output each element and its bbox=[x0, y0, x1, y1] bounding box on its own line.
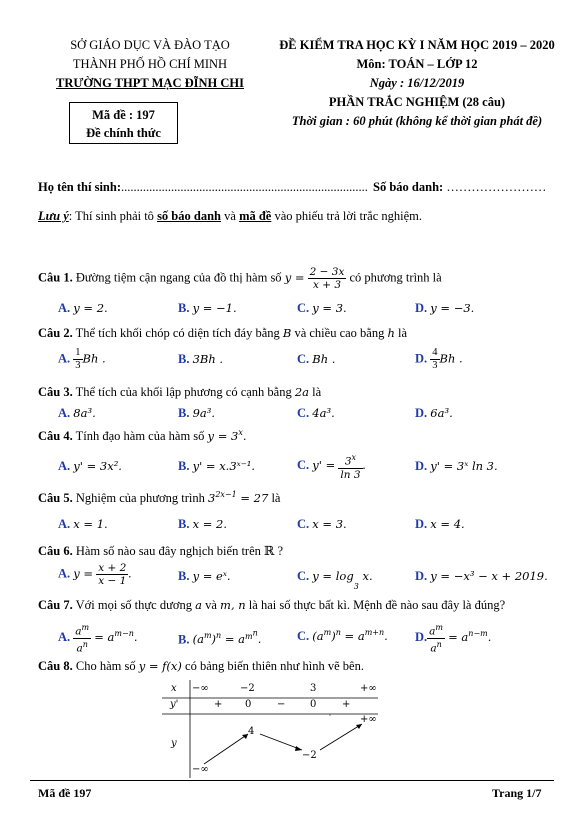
exam-code: Mã đề : 197 bbox=[92, 108, 155, 122]
footer-rule bbox=[30, 780, 554, 781]
question-7: Câu 7. Với mọi số thực dương a và m, n là hai số thực bất kì. Mệnh đề nào sau đây là đúng? bbox=[38, 598, 506, 612]
x-val-0: −∞ bbox=[192, 683, 209, 694]
question-8: Câu 8. Cho hàm số y = f(x) có bảng biến thiên như hình vẽ bên. bbox=[38, 659, 364, 673]
q5-option-c[interactable]: C. x = 3. bbox=[297, 517, 347, 531]
note-sbd: số báo danh bbox=[157, 209, 221, 223]
note bbox=[38, 209, 422, 224]
q6-option-a[interactable]: A. y = $\frac{x + 2}{x - 1}$ . bbox=[58, 562, 132, 587]
note-text: : Thí sinh phải tô bbox=[68, 209, 158, 223]
q1-option-d[interactable]: D. y = −3. bbox=[415, 301, 475, 315]
q6-text: Hàm số nào sau đây nghịch biến trên ℝ ? bbox=[72, 544, 284, 558]
question-2: Câu 2. Thể tích khối chóp có diện tích đáy bằng B và chiều cao bằng h là bbox=[38, 326, 408, 340]
student-info bbox=[38, 180, 546, 195]
q1-text: Đường tiệm cận ngang của đồ thị hàm số bbox=[72, 270, 285, 285]
sbd-label: Số báo danh: bbox=[373, 180, 444, 194]
q3-option-a[interactable]: A. 8a³. bbox=[58, 406, 96, 420]
y-val-minus-inf: −∞ bbox=[192, 764, 209, 775]
q2-option-d[interactable]: D. $\frac{4}{3}$ Bh . bbox=[415, 347, 463, 371]
q7-end: là hai số thực bất kì. Mệnh đề nào sau đây là đúng? bbox=[245, 598, 506, 612]
exam-code-box bbox=[69, 102, 178, 144]
dept-name: SỞ GIÁO DỤC VÀ ĐÀO TẠO bbox=[70, 38, 230, 52]
q7-num: Câu 7. bbox=[38, 598, 73, 612]
q2-option-b[interactable]: B. 3Bh . bbox=[178, 352, 224, 366]
q8-text: Cho hàm số bbox=[72, 659, 139, 673]
q5-option-b[interactable]: B. x = 2. bbox=[178, 517, 227, 531]
q3-end: là bbox=[309, 385, 322, 399]
y-val-min: −2 bbox=[302, 750, 317, 761]
q1-option-a[interactable]: A. y = 2. bbox=[58, 301, 108, 315]
q7-option-c[interactable]: C. $(a^m)^n = a^{m+n}$. bbox=[297, 628, 388, 643]
q4-option-d[interactable]: D. y' = 3ˣ ln 3. bbox=[415, 459, 498, 473]
q4-option-a[interactable]: A. y' = 3x². bbox=[58, 459, 122, 473]
q4-text: Tính đạo hàm của hàm số bbox=[72, 428, 208, 443]
q5-end: là bbox=[268, 490, 281, 505]
q5-option-a[interactable]: A. x = 1. bbox=[58, 517, 108, 531]
sign-1: 0 bbox=[245, 699, 252, 710]
note-made: mã đề bbox=[239, 209, 272, 223]
q7-mid: và bbox=[201, 598, 221, 612]
x-val-2: 3 bbox=[310, 683, 317, 694]
arrow-up-1 bbox=[204, 734, 248, 764]
sign-3: 0 bbox=[310, 699, 317, 710]
question-1: Câu 1. Đường tiệm cận ngang của đồ thị hàm số y = $\frac{2 - 3x}{x + 3}$ có phương trình là bbox=[38, 266, 442, 291]
q1-option-c[interactable]: C. y = 3. bbox=[297, 301, 347, 315]
name-dots: ............................................................................... bbox=[121, 180, 368, 194]
q5-option-d[interactable]: D. x = 4. bbox=[415, 517, 465, 531]
city-name: THÀNH PHỐ HỒ CHÍ MINH bbox=[72, 57, 228, 71]
note-text2: vào phiếu trả lời trắc nghiệm. bbox=[271, 209, 423, 223]
subject: Môn: TOÁN – LỚP 12 bbox=[356, 57, 478, 71]
school-name: TRƯỜNG THPT MẠC ĐĨNH CHI bbox=[56, 76, 244, 90]
q1-num: Câu 1. bbox=[38, 270, 73, 285]
exam-date: Ngày : 16/12/2019 bbox=[369, 76, 465, 90]
q2-end: là bbox=[394, 326, 408, 340]
q5-text: Nghiệm của phương trình bbox=[72, 490, 208, 505]
q6-option-b[interactable]: B. y = eˣ. bbox=[178, 569, 231, 583]
q1-option-b[interactable]: B. y = −1. bbox=[178, 301, 237, 315]
x-val-3: +∞ bbox=[360, 683, 377, 694]
q2-option-a[interactable]: A. $\frac{1}{3}$ Bh . bbox=[58, 347, 106, 371]
sign-0: + bbox=[214, 699, 223, 710]
q3-num: Câu 3. bbox=[38, 385, 73, 399]
header-right bbox=[258, 36, 576, 131]
sbd-dots: …………………… bbox=[446, 180, 547, 194]
exam-time: Thời gian : 60 phút (không kể thời gian phát đề) bbox=[291, 114, 543, 128]
footer-code: Mã đề 197 bbox=[38, 786, 92, 800]
q8-num: Câu 8. bbox=[38, 659, 73, 673]
footer-page: Trang 1/7 bbox=[492, 786, 542, 800]
question-4: Câu 4. Tính đạo hàm của hàm số $y = 3^x$. bbox=[38, 428, 247, 443]
name-label: Họ tên thí sinh: bbox=[38, 180, 122, 194]
y-val-plus-inf: +∞ bbox=[360, 714, 377, 725]
header-left bbox=[30, 36, 270, 93]
note-label: Lưu ý bbox=[38, 209, 69, 223]
table-x-label: x bbox=[171, 683, 177, 694]
arrow-up-2 bbox=[320, 724, 362, 750]
official-label: Đề chính thức bbox=[86, 126, 161, 140]
q7-option-b[interactable]: B. $(a^m)^n = a^{m^n}$. bbox=[178, 628, 262, 647]
exam-title: ĐỀ KIỂM TRA HỌC KỲ I NĂM HỌC 2019 – 2020 bbox=[279, 38, 555, 52]
table-y-label: y bbox=[171, 738, 177, 749]
sign-4: + bbox=[342, 699, 351, 710]
question-5: Câu 5. Nghiệm của phương trình $3^{2x-1} = 27$ là bbox=[38, 490, 281, 505]
q7-option-a[interactable]: A. $\frac{a^m}{a^n}$ = $a^{m-n}$. bbox=[58, 623, 138, 654]
q4-option-c[interactable]: C. y' = $\frac{3^x}{\ln 3}$ . bbox=[297, 453, 366, 481]
q5-num: Câu 5. bbox=[38, 490, 73, 505]
q3-option-c[interactable]: C. 4a³. bbox=[297, 406, 335, 420]
q2-mid: và chiều cao bằng bbox=[291, 326, 388, 340]
q3-option-b[interactable]: B. 9a³. bbox=[178, 406, 216, 420]
q6-num: Câu 6. bbox=[38, 544, 73, 558]
x-val-1: −2 bbox=[240, 683, 255, 694]
q3-text: Thể tích của khối lập phương có cạnh bằng bbox=[72, 385, 295, 399]
q7-text: Với mọi số thực dương bbox=[72, 598, 196, 612]
question-3: Câu 3. Thể tích của khối lập phương có cạnh bằng 2a là bbox=[38, 385, 322, 399]
q2-text: Thể tích khối chóp có diện tích đáy bằng bbox=[72, 326, 283, 340]
q6-option-d[interactable]: D. y = −x³ − x + 2019. bbox=[415, 569, 548, 583]
question-6 bbox=[38, 543, 283, 559]
table-yp-label: y' bbox=[170, 699, 179, 710]
q3-option-d[interactable]: D. 6a³. bbox=[415, 406, 453, 420]
sign-2: − bbox=[277, 699, 286, 710]
q2-num: Câu 2. bbox=[38, 326, 73, 340]
q8-end: có bảng biến thiên như hình vẽ bên. bbox=[181, 659, 364, 673]
variation-table bbox=[162, 680, 378, 778]
section-title: PHẦN TRẮC NGHIỆM (28 câu) bbox=[328, 95, 506, 109]
q1-fraction: $\frac{2 - 3x}{x + 3}$ bbox=[309, 266, 345, 291]
q4-num: Câu 4. bbox=[38, 428, 73, 443]
q2-option-c[interactable]: C. Bh . bbox=[297, 352, 336, 366]
y-val-max: 4 bbox=[248, 726, 255, 737]
q7-option-d[interactable]: D. $\frac{a^m}{a^n}$ = $a^{n-m}$. bbox=[415, 623, 492, 654]
q1-tail: có phương trình là bbox=[349, 270, 442, 285]
note-and: và bbox=[221, 209, 240, 223]
q6-option-c[interactable]: C. $y = \log_3 x$. bbox=[297, 569, 373, 592]
q4-option-b[interactable]: B. y' = x.3ˣ⁻¹. bbox=[178, 459, 256, 473]
